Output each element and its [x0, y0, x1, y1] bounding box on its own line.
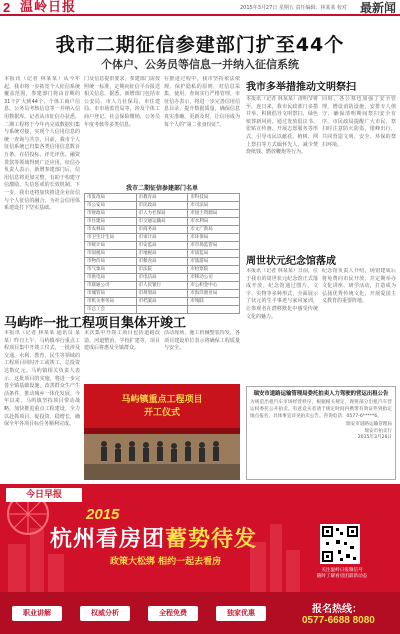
newspaper-masthead: 温岭日报 — [20, 0, 77, 15]
ad-subtitle: 政策大松绑 相约一起去看房 — [110, 557, 222, 567]
table-cell: 市公积金中心 — [188, 282, 240, 290]
table-cell: 市交通运输局 — [136, 218, 188, 226]
department-list — [84, 193, 240, 314]
auction-notice — [246, 386, 396, 480]
table-row — [85, 202, 240, 210]
table-cell: 市地税局 — [136, 250, 188, 258]
table-row — [85, 218, 240, 226]
ceremony-photo — [84, 384, 240, 480]
photo-banner-line1: 马屿镇重点工程项目 — [121, 395, 203, 405]
table-cell: 市财政局 — [85, 210, 137, 218]
ad-tag-3: 全程免费 — [148, 606, 198, 621]
table-cell: 市法院 — [136, 266, 188, 274]
ad-title-main: 杭州看房团 — [50, 527, 166, 552]
story4-col2: 纪念馆负责人介绍，场馆建成后将免费向市民开放，并定期举办文化讲座、研学活动，打造成为弘扬优秀传统文化、开展爱国主义教育的重要阵地。 — [322, 268, 396, 305]
table-cell: 市气象局 — [85, 266, 137, 274]
table-cell: 市质监局 — [188, 250, 240, 258]
photo-banner-line2: 开工仪式 — [143, 408, 180, 418]
table-cell: 市商务局 — [136, 226, 188, 234]
story3-headline: 我市多举措推动文明祭扫 — [246, 78, 396, 96]
page-header — [0, 0, 400, 16]
table-cell: 市移动公司 — [188, 274, 240, 282]
table-cell: 市海洋渔业局 — [188, 290, 240, 298]
table-cell: 市电信局 — [136, 274, 188, 282]
table-cell: 市国土资源局 — [188, 210, 240, 218]
story2-col3: 活动现场，施工机械整装待发，各项目建设单位表示将确保工程质量与安全。 — [164, 330, 240, 352]
table-cell: 市城管局 — [85, 290, 137, 298]
notice-body: 为规范出租汽车市场经营秩序，根据相关规定，现将部分出租汽车营运权委托公开拍卖。有意竞买者请于规定时间内携带有效证件到指定地点报名，具体事宜详见拍卖公告。咨询电话：0577-6*****6。 — [250, 400, 392, 419]
main-subhead: 个体户、公务员等信息一并纳入征信系统 — [101, 58, 299, 71]
table-cell: 市人力社保局 — [136, 210, 188, 218]
story2-headline: 马屿昨一批工程项目集体开竣工 — [4, 316, 187, 331]
page-number: 2 — [3, 0, 11, 15]
table-cell: 市教育局 — [136, 194, 188, 202]
table-cell: 市旅游局 — [188, 258, 240, 266]
table-cell: 市住建局 — [85, 218, 137, 226]
table-cell: 市公安局 — [85, 202, 137, 210]
department-table — [84, 184, 240, 312]
notice-title: 瑞安市道路运输管理局委托拍卖人力驾驶的营运出租公告 — [253, 391, 389, 397]
table-row — [85, 298, 240, 306]
table-row — [85, 258, 240, 266]
table-cell: 市粮食局 — [136, 258, 188, 266]
section-title: 最新闻 — [359, 1, 396, 15]
qr-caption: 关注温岭日报微信号 随时了解看房团最新动态 — [316, 568, 368, 579]
table-cell: 市文广新局 — [188, 226, 240, 234]
table-cell: 市机关事务局 — [85, 298, 137, 306]
table-row — [85, 234, 240, 242]
table-cell: 市供电局 — [85, 274, 137, 282]
table-cell: 市民政局 — [136, 202, 188, 210]
ad-tag-2: 权威分析 — [80, 606, 130, 621]
table-row — [85, 242, 240, 250]
table-row — [85, 210, 240, 218]
hotline-label: 报名热线： — [312, 604, 362, 615]
ad-year: 2015 — [86, 506, 120, 523]
table-cell: 市规划局 — [136, 290, 188, 298]
table-cell: 市档案局 — [136, 298, 188, 306]
notice-footer: 瑞安市道路运输管理局 瑞安市拍卖行 2015年3月26日 — [346, 422, 392, 440]
qr-code-graphic — [320, 524, 360, 564]
main-headline: 我市二期征信参建部门扩至44个 — [55, 34, 345, 56]
ad-title-highlight: 蓄势待发 — [165, 527, 258, 552]
qr-code-icon[interactable] — [320, 524, 360, 564]
table-row — [85, 274, 240, 282]
table-cell: 市国税局 — [85, 250, 137, 258]
ad-tag-4: 独家优惠 — [216, 606, 266, 621]
housing-tour-ad[interactable] — [0, 484, 400, 634]
main-article-col1: 本报讯（记者 林某某）从今年起，我市将一步拓宽个人征信系统覆盖范围，参建部门将由首期的31个扩大到44个，个体工商户信息、公务员考核信息等一并纳入信用数据库。记者从市征信办获悉，二期工程将于今年内完成数据归集与系统对接，实现个人信用信息的统一查询与共享。目前，我市个人征信系统已归集各类信用信息数百万条，在招投标、评先评优、融资贷款等领域得到广泛应用。征信办负责人表示，新增参建部门后，信用信息将更加完整，有助于构建守信激励、失信惩戒的长效机制。下一步，我市还将加快推进企业征信与个人征信的融合，为社会信用体系建设打下坚实基础。 — [4, 76, 80, 212]
hotline-number[interactable]: 0577-6688 8080 — [302, 615, 375, 626]
main-article-col2: 门及信息提供要求，参建部门需按照统一标准，定期向征信平台报送相关信息。据悉，新增部门包括市公安局、市人力社保局、市住建局、市市场监管局等，涉及个体工商户登记、社会保险缴纳、公务员年度考核等多类信息。 — [84, 76, 160, 128]
story2-col1: 本报讯（记者 林某某 通讯员 某某）昨日上午，马屿镇举行重点工程项目集中开竣工仪式，一批涉及交通、水利、教育、民生等领域的工程项目同时开工或竣工，总投资达数亿元。马屿镇相关负责人表示，这批项目的实施，将进一步完善全镇基础设施，改善群众生产生活条件，推动城乡一体化发展。今年以来，马屿镇坚持项目带动战略，加快推进重点工程建设，全力以赴抓项目、促投资、稳增长，确保全年各项目标任务顺利完成。 — [4, 330, 80, 428]
table-row — [85, 266, 240, 274]
table-cell: 市卫生计生局 — [85, 234, 137, 242]
table-cell: 市科技局 — [188, 194, 240, 202]
dateline: 2015年3月27日 星期五 责任编辑：林某某 校对 — [240, 5, 348, 11]
table-cell: 市环保局 — [188, 234, 240, 242]
table-row — [85, 290, 240, 298]
table-cell: 市市场监管局 — [188, 242, 240, 250]
table-cell: 市审计局 — [136, 234, 188, 242]
story2-col2: 本次集中开竣工项目包括道路改造、河道整治、学校扩建等，项目建成后将惠及全镇群众。 — [84, 330, 160, 352]
ad-title — [50, 522, 257, 553]
table-cell: 市联通公司 — [85, 282, 137, 290]
story3-col1: 本报讯（记者 林某某）清明节将至，连日来，我市民政部门多措并举，积极倡导文明祭扫、绿色殡葬新风尚。通过发放倡议书、张贴宣传画、开展志愿服务等形式，引导市民以献花、植树、网上祭扫等方式缅怀先人，减少焚烧纸钱、燃放鞭炮等行为。 — [246, 96, 318, 156]
ad-tag-1: 职业讲解 — [12, 606, 62, 621]
story4-col1: 本报讯（记者 林某某）日前，位于我市的周世状元纪念馆正式落成开放。纪念馆通过图片、文字、实物等多种形式，全面展示了状元的生平事迹与家风家训，让参观者在潜移默化中感受传统文化的魅力。 — [246, 268, 318, 320]
table-cell: 市检察院 — [188, 266, 240, 274]
story4-headline: 周世状元纪念馆落成 — [246, 256, 336, 267]
table-row — [85, 282, 240, 290]
table-cell: 市人民银行 — [136, 282, 188, 290]
table-cell: 市安监局 — [136, 242, 188, 250]
story3-col2: 同时，各公墓也加强了安全管理，增设消防设施，安排专人值守，确保清明期间祭扫安全有序。市民政局提醒广大市民，祭扫时注意防火防盗，错峰出行，共同营造文明、安全、环保的祭扫环境。 — [322, 96, 396, 148]
table-title: 我市二期征信参建部门名单 — [125, 185, 198, 192]
table-cell: 市司法局 — [188, 202, 240, 210]
table-cell: 市总工会 — [85, 306, 137, 314]
table-cell: 市农林局 — [85, 226, 137, 234]
table-row — [85, 226, 240, 234]
main-article-col3: 在推进过程中，我市坚持依法依规、保护隐私的原则，对信息采集、使用、查询实行严格管理。市征信办表示，将进一步完善信用信息目录，提升数据质量，确保信息真实准确、更新及时，让信用成为每个人的“第二张身份证”。 — [164, 76, 240, 128]
table-cell: 市物价局 — [85, 258, 137, 266]
ad-brand-logo: 今日早报 — [6, 488, 82, 502]
table-cell: 市残联 — [188, 298, 240, 306]
table-row — [85, 194, 240, 202]
table-cell: 市统计局 — [85, 242, 137, 250]
table-cell: 市水利局 — [188, 218, 240, 226]
table-row — [85, 250, 240, 258]
table-cell: 市发改局 — [85, 194, 137, 202]
